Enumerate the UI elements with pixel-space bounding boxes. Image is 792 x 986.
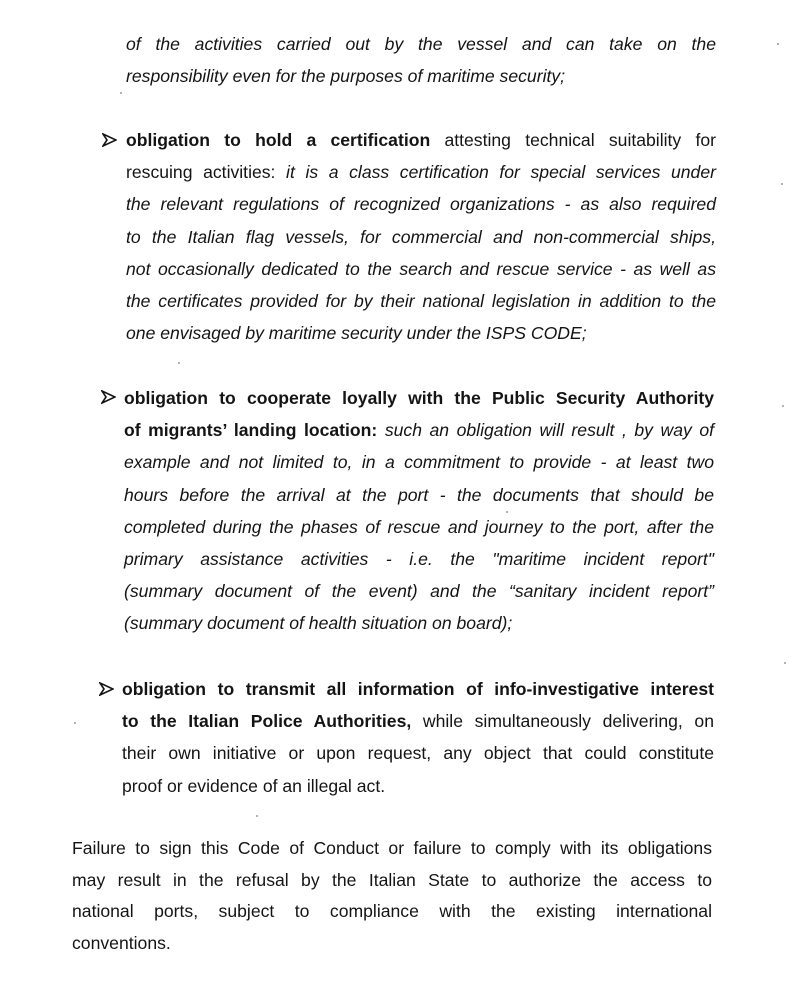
certification-line-7: one envisaged by maritime security under the ISPS CODE; [126,323,587,344]
transmit-line-4: proof or evidence of an illegal act. [122,775,386,796]
arrow-bullet-icon [99,673,119,696]
closing-line-3: national ports, subject to compliance with the existing international [72,901,712,922]
scan-speck [777,43,779,45]
certification-line-2-italic: it is a class certification for special services under [286,162,716,183]
cooperate-line-2-italic: such an obligation will result , by way of [377,420,715,441]
certification-line-5: not occasionally dedicated to the search and rescue service - as well as [126,258,716,279]
arrow-bullet-icon [102,124,122,147]
scan-speck [506,511,508,513]
transmit-heading-line-1: obligation to transmit all information of info-investigative interest [122,679,714,699]
scan-speck [256,815,258,817]
certification-heading: obligation to hold a certification [126,130,431,150]
scan-speck [782,405,784,407]
certification-line-2 [126,156,716,188]
closing-line-4: conventions. [72,932,171,953]
cooperate-line-5: completed during the phases of rescue and journey to the port, after the [124,516,714,537]
transmit-item [122,673,714,802]
closing-line-2: may result in the refusal by the Italian State to authorize the access to [72,869,712,890]
transmit-line-2-plain: while simultaneously delivering, on [411,711,714,732]
certification-line-1 [126,124,716,156]
scan-speck [178,362,180,364]
cooperate-line-4: hours before the arrival at the port - the documents that should be [124,484,714,505]
certification-line-2-plain: rescuing activities: [126,162,287,183]
certification-item [126,124,716,349]
cooperate-item [124,382,714,640]
cooperate-line-7: (summary document of the event) and the “sanitary incident report” [124,581,714,602]
transmit-line-3: their own initiative or upon request, any object that could constitute [122,743,714,764]
certification-line-3: the relevant regulations of recognized organizations - as also required [126,194,716,215]
cooperate-line-8: (summary document of health situation on board); [124,613,513,634]
intro-paragraph [126,28,716,92]
certification-line-6: the certificates provided for by their national legislation in addition to the [126,290,716,311]
cooperate-line-3: example and not limited to, in a commitment to provide - at least two [124,452,714,473]
transmit-line-2 [122,705,714,737]
cooperate-line-2 [124,414,714,446]
certification-line-1-rest: attesting technical suitability for [430,130,716,150]
scan-speck [781,183,783,185]
intro-line-2: responsibility even for the purposes of maritime security; [126,66,566,87]
scan-speck [120,92,122,94]
intro-line-1: of the activities carried out by the vessel and can take on the [126,34,716,54]
arrow-bullet-icon [101,381,121,404]
closing-paragraph [72,833,712,959]
scan-speck [784,662,786,664]
closing-line-1: Failure to sign this Code of Conduct or failure to comply with its obligations [72,838,712,858]
cooperate-heading-line-1: obligation to cooperate loyally with the Public Security Authority [124,388,714,408]
scan-speck [74,722,76,724]
cooperate-line-6: primary assistance activities - i.e. the "maritime incident report" [124,548,714,569]
cooperate-heading-line-2: of migrants’ landing location: [124,420,378,441]
transmit-heading-line-2: to the Italian Police Authorities, [122,711,412,732]
certification-line-4: to the Italian flag vessels, for commercial and non-commercial ships, [126,226,716,247]
